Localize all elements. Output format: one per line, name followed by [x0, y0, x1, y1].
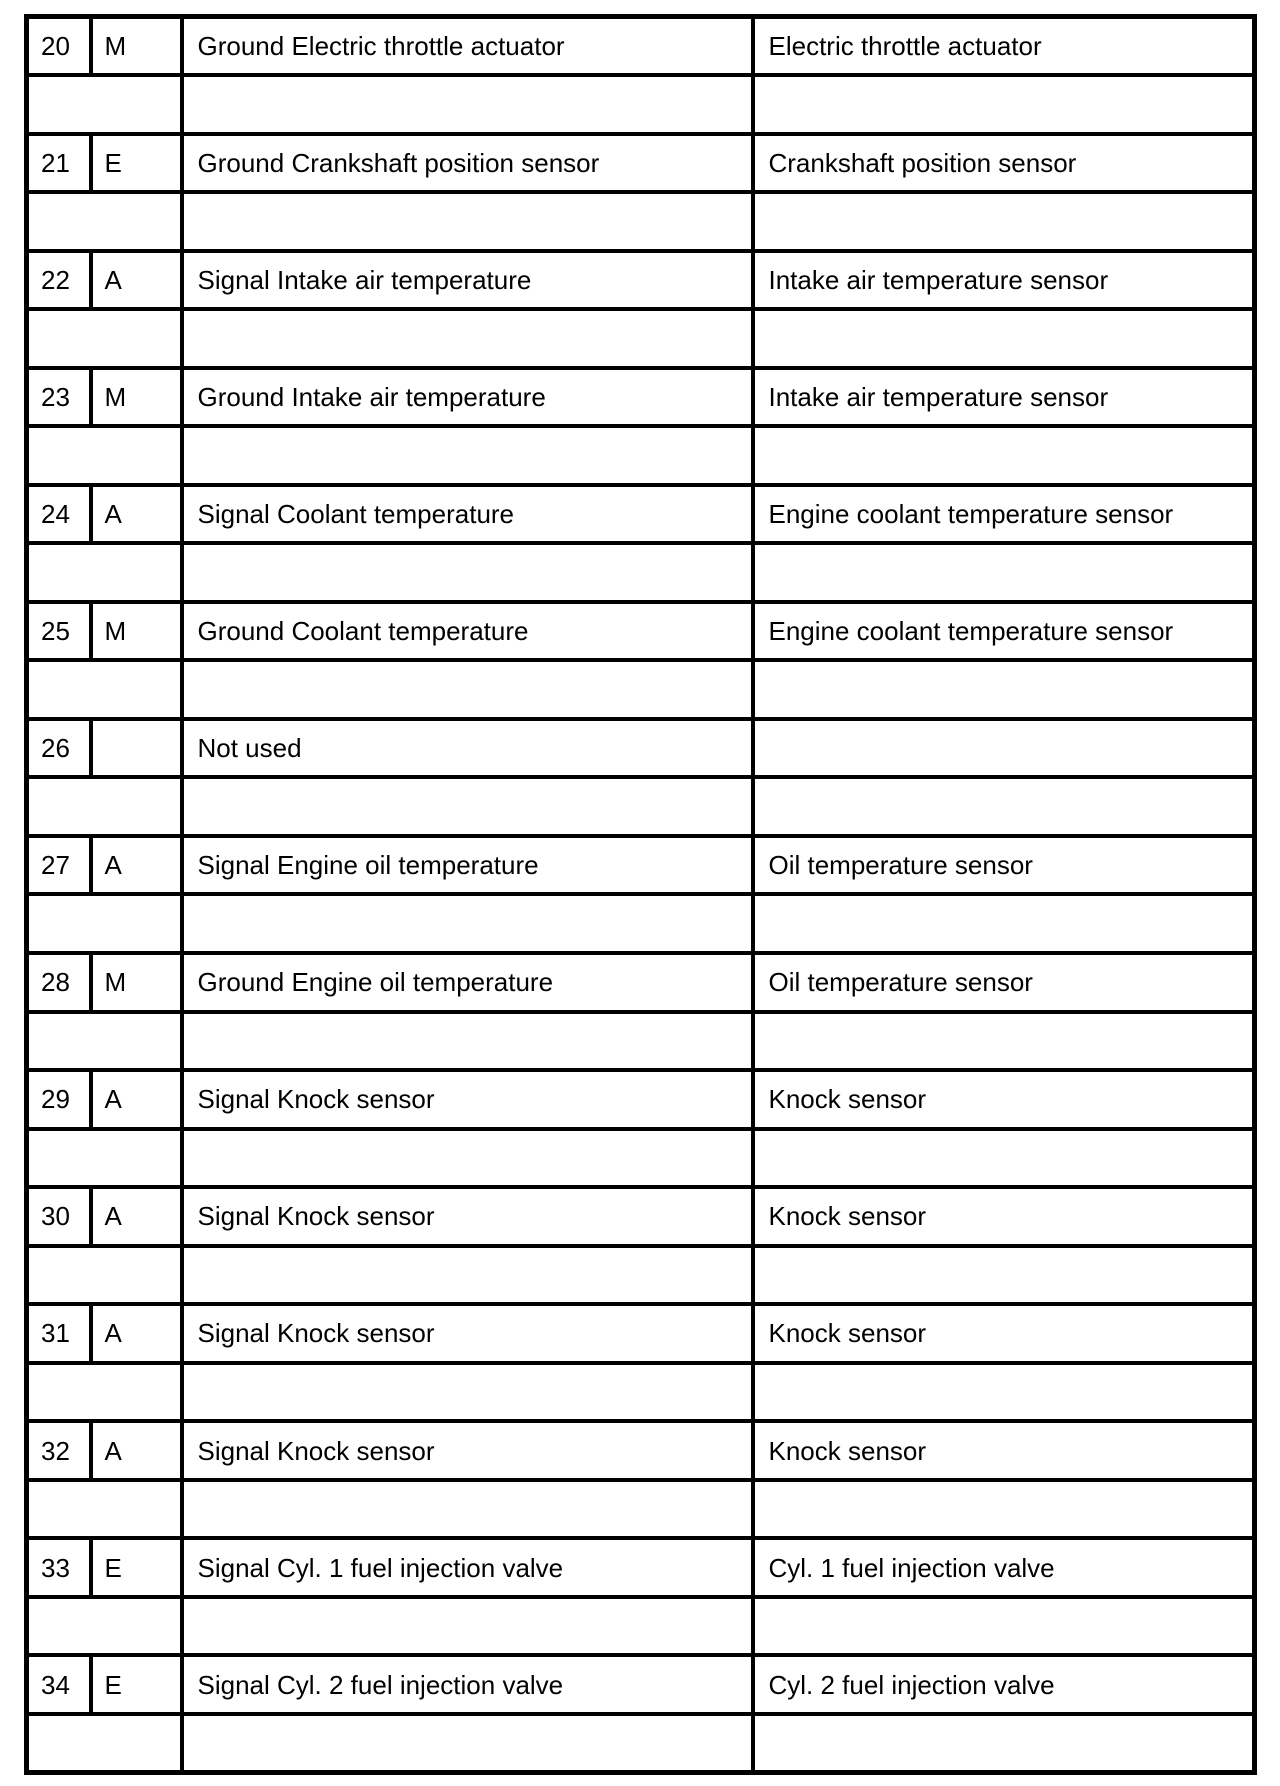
- table-row: [27, 1070, 1255, 1129]
- table-spacer-row: [27, 192, 1255, 251]
- spacer-cell: [753, 1363, 1255, 1422]
- table-row: [27, 485, 1255, 544]
- spacer-cell: [27, 1129, 182, 1188]
- spacer-cell: [27, 1012, 182, 1071]
- pin-number: 21: [27, 134, 91, 193]
- pin-number: 29: [27, 1070, 91, 1129]
- table-row: [27, 1304, 1255, 1363]
- pin-description: Signal Cyl. 2 fuel injection valve: [182, 1655, 753, 1714]
- spacer-cell: [753, 1480, 1255, 1539]
- spacer-cell: [753, 660, 1255, 719]
- spacer-cell: [182, 1597, 753, 1656]
- spacer-cell: [753, 192, 1255, 251]
- spacer-cell: [182, 1363, 753, 1422]
- pin-description: Signal Intake air temperature: [182, 251, 753, 310]
- spacer-cell: [27, 543, 182, 602]
- table-row: [27, 17, 1255, 76]
- table-row: [27, 602, 1255, 661]
- pin-component: Crankshaft position sensor: [753, 134, 1255, 193]
- spacer-cell: [182, 1012, 753, 1071]
- pin-component: Engine coolant temperature sensor: [753, 485, 1255, 544]
- table-spacer-row: [27, 426, 1255, 485]
- pin-type: A: [91, 1421, 182, 1480]
- pin-number: 30: [27, 1187, 91, 1246]
- table-spacer-row: [27, 1363, 1255, 1422]
- pin-type: M: [91, 17, 182, 76]
- pin-type: A: [91, 251, 182, 310]
- spacer-cell: [27, 75, 182, 134]
- spacer-cell: [27, 1597, 182, 1656]
- spacer-cell: [753, 543, 1255, 602]
- pin-number: 31: [27, 1304, 91, 1363]
- pin-description: Signal Coolant temperature: [182, 485, 753, 544]
- pin-description: Signal Engine oil temperature: [182, 836, 753, 895]
- table-spacer-row: [27, 894, 1255, 953]
- pin-type: A: [91, 1070, 182, 1129]
- pin-number: 26: [27, 719, 91, 778]
- spacer-cell: [753, 777, 1255, 836]
- pin-assignment-table: [24, 14, 1257, 1775]
- spacer-cell: [753, 1012, 1255, 1071]
- spacer-cell: [182, 1246, 753, 1305]
- pin-component: Intake air temperature sensor: [753, 368, 1255, 427]
- pin-component: Knock sensor: [753, 1421, 1255, 1480]
- spacer-cell: [182, 660, 753, 719]
- pin-component: Cyl. 1 fuel injection valve: [753, 1538, 1255, 1597]
- pin-number: 33: [27, 1538, 91, 1597]
- pin-type: A: [91, 1187, 182, 1246]
- pin-number: 25: [27, 602, 91, 661]
- pin-component: Cyl. 2 fuel injection valve: [753, 1655, 1255, 1714]
- spacer-cell: [182, 543, 753, 602]
- table-row: [27, 368, 1255, 427]
- spacer-cell: [27, 192, 182, 251]
- pin-description: Ground Coolant temperature: [182, 602, 753, 661]
- spacer-cell: [753, 894, 1255, 953]
- pin-table-body: [27, 17, 1255, 1773]
- spacer-cell: [753, 75, 1255, 134]
- table-row: [27, 1538, 1255, 1597]
- pin-component: Knock sensor: [753, 1304, 1255, 1363]
- table-spacer-row: [27, 543, 1255, 602]
- pin-description: Ground Crankshaft position sensor: [182, 134, 753, 193]
- pin-type: M: [91, 368, 182, 427]
- spacer-cell: [182, 1714, 753, 1773]
- spacer-cell: [27, 777, 182, 836]
- pin-component: Knock sensor: [753, 1070, 1255, 1129]
- table-row: [27, 1421, 1255, 1480]
- pin-type: [91, 719, 182, 778]
- spacer-cell: [27, 1246, 182, 1305]
- spacer-cell: [182, 192, 753, 251]
- table-row: [27, 251, 1255, 310]
- spacer-cell: [27, 426, 182, 485]
- pin-description: Signal Knock sensor: [182, 1070, 753, 1129]
- pin-description: Signal Knock sensor: [182, 1421, 753, 1480]
- pin-type: E: [91, 1538, 182, 1597]
- pin-type: M: [91, 602, 182, 661]
- pin-type: M: [91, 953, 182, 1012]
- table-spacer-row: [27, 1129, 1255, 1188]
- pin-number: 24: [27, 485, 91, 544]
- pin-description: Not used: [182, 719, 753, 778]
- pin-type: E: [91, 1655, 182, 1714]
- table-row: [27, 953, 1255, 1012]
- pin-description: Signal Cyl. 1 fuel injection valve: [182, 1538, 753, 1597]
- spacer-cell: [753, 426, 1255, 485]
- spacer-cell: [27, 1363, 182, 1422]
- table-spacer-row: [27, 309, 1255, 368]
- pin-type: A: [91, 836, 182, 895]
- pin-number: 34: [27, 1655, 91, 1714]
- pin-number: 27: [27, 836, 91, 895]
- pin-component: Electric throttle actuator: [753, 17, 1255, 76]
- pin-type: A: [91, 1304, 182, 1363]
- pin-component: Intake air temperature sensor: [753, 251, 1255, 310]
- pin-number: 20: [27, 17, 91, 76]
- pin-number: 32: [27, 1421, 91, 1480]
- spacer-cell: [182, 1129, 753, 1188]
- table-spacer-row: [27, 660, 1255, 719]
- spacer-cell: [753, 1597, 1255, 1656]
- pin-component: [753, 719, 1255, 778]
- spacer-cell: [27, 1714, 182, 1773]
- table-spacer-row: [27, 1480, 1255, 1539]
- table-spacer-row: [27, 1714, 1255, 1773]
- table-row: [27, 719, 1255, 778]
- pin-number: 28: [27, 953, 91, 1012]
- table-spacer-row: [27, 1012, 1255, 1071]
- table-row: [27, 836, 1255, 895]
- spacer-cell: [182, 894, 753, 953]
- spacer-cell: [182, 426, 753, 485]
- table-spacer-row: [27, 75, 1255, 134]
- pin-component: Oil temperature sensor: [753, 953, 1255, 1012]
- table-row: [27, 1187, 1255, 1246]
- pin-number: 23: [27, 368, 91, 427]
- pin-description: Ground Intake air temperature: [182, 368, 753, 427]
- spacer-cell: [753, 1129, 1255, 1188]
- table-spacer-row: [27, 1246, 1255, 1305]
- table-row: [27, 134, 1255, 193]
- spacer-cell: [182, 75, 753, 134]
- spacer-cell: [753, 1714, 1255, 1773]
- pin-description: Ground Electric throttle actuator: [182, 17, 753, 76]
- spacer-cell: [27, 309, 182, 368]
- pin-type: E: [91, 134, 182, 193]
- pin-type: A: [91, 485, 182, 544]
- table-spacer-row: [27, 777, 1255, 836]
- pin-description: Ground Engine oil temperature: [182, 953, 753, 1012]
- spacer-cell: [182, 1480, 753, 1539]
- spacer-cell: [27, 660, 182, 719]
- table-spacer-row: [27, 1597, 1255, 1656]
- pin-description: Signal Knock sensor: [182, 1187, 753, 1246]
- pin-description: Signal Knock sensor: [182, 1304, 753, 1363]
- pin-component: Engine coolant temperature sensor: [753, 602, 1255, 661]
- spacer-cell: [27, 1480, 182, 1539]
- spacer-cell: [753, 309, 1255, 368]
- spacer-cell: [182, 777, 753, 836]
- table-row: [27, 1655, 1255, 1714]
- pin-component: Oil temperature sensor: [753, 836, 1255, 895]
- pin-number: 22: [27, 251, 91, 310]
- pin-component: Knock sensor: [753, 1187, 1255, 1246]
- spacer-cell: [182, 309, 753, 368]
- spacer-cell: [27, 894, 182, 953]
- spacer-cell: [753, 1246, 1255, 1305]
